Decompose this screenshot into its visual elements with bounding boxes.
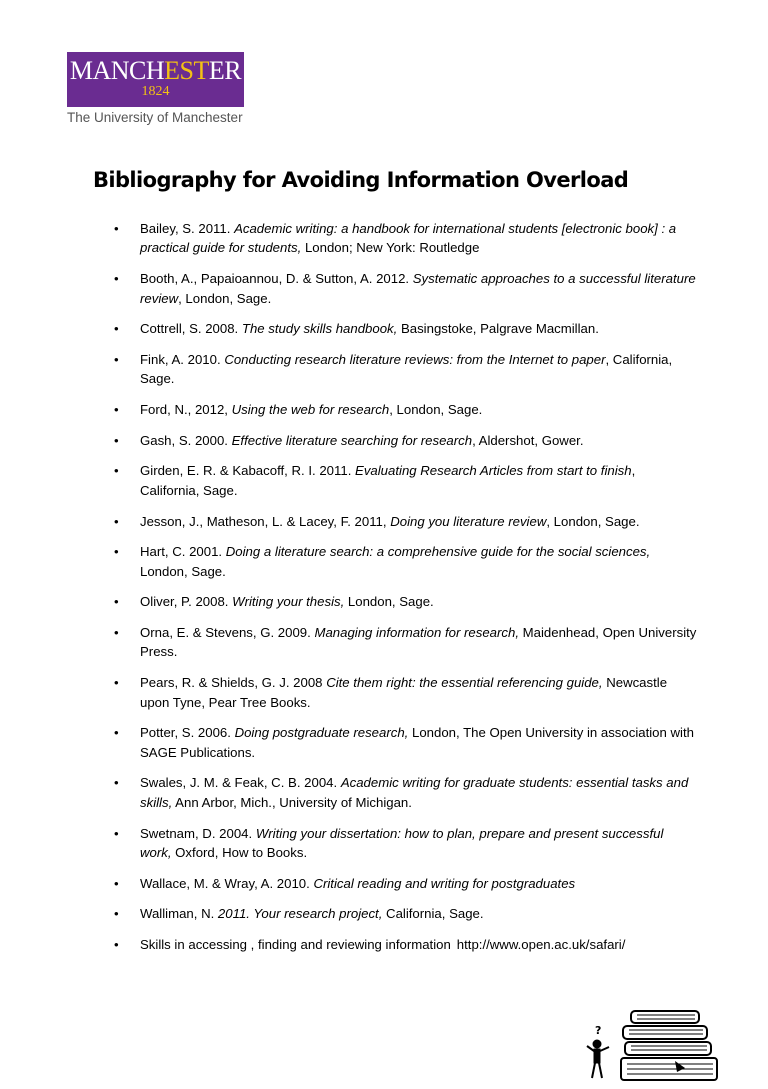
page-title: Bibliography for Avoiding Information Overload <box>93 168 629 192</box>
list-item: • Hart, C. 2001. Doing a literature search: a comprehensive guide for the social sciences, London, Sage. <box>108 542 698 581</box>
logo-name-highlight: EST <box>164 56 209 85</box>
list-item: • Cottrell, S. 2008. The study skills handbook, Basingstoke, Palgrave Macmillan. <box>108 319 698 338</box>
list-item: • Swetnam, D. 2004. Writing your dissertation: how to plan, prepare and present successful work, Oxford, How to Books. <box>108 824 698 863</box>
list-item: • Potter, S. 2006. Doing postgraduate research, London, The Open University in association with SAGE Publications. <box>108 723 698 762</box>
logo-year: 1824 <box>141 84 170 99</box>
list-item: • Orna, E. & Stevens, G. 2009. Managing information for research, Maidenhead, Open University Press. <box>108 623 698 662</box>
list-item: • Bailey, S. 2011. Academic writing: a handbook for international students [electronic book] : a practical guide for students, London; New York: Routledge <box>108 219 698 258</box>
logo-badge <box>67 52 244 107</box>
svg-text:?: ? <box>595 1024 602 1037</box>
list-item: • Swales, J. M. & Feak, C. B. 2004. Academic writing for graduate students: essential tasks and skills, Ann Arbor, Mich., University of Michigan. <box>108 773 698 812</box>
bibliography-list <box>108 219 698 966</box>
list-item: • Skills in accessing , finding and reviewing information http://www.open.ac.uk/safari/ <box>108 935 698 954</box>
list-item: • Fink, A. 2010. Conducting research literature reviews: from the Internet to paper, California, Sage. <box>108 350 698 389</box>
list-item: • Oliver, P. 2008. Writing your thesis, London, Sage. <box>108 592 698 611</box>
list-item: • Girden, E. R. & Kabacoff, R. I. 2011. Evaluating Research Articles from start to finish, California, Sage. <box>108 461 698 500</box>
list-item: • Wallace, M. & Wray, A. 2010. Critical reading and writing for postgraduates <box>108 874 698 893</box>
list-item: • Walliman, N. 2011. Your research project, California, Sage. <box>108 904 698 923</box>
university-logo <box>67 52 244 125</box>
logo-name-part: MANCH <box>69 56 165 85</box>
list-item: • Gash, S. 2000. Effective literature searching for research, Aldershot, Gower. <box>108 431 698 450</box>
stack-of-books-icon <box>585 1006 725 1084</box>
safari-link[interactable]: http://www.open.ac.uk/safari/ <box>456 937 626 953</box>
list-item: • Ford, N., 2012, Using the web for research, London, Sage. <box>108 400 698 419</box>
logo-wordmark <box>67 58 244 84</box>
logo-name-part: ER <box>208 56 242 85</box>
logo-subtitle: The University of Manchester <box>67 110 243 125</box>
list-item: • Jesson, J., Matheson, L. & Lacey, F. 2011, Doing you literature review, London, Sage. <box>108 512 698 531</box>
list-item: • Booth, A., Papaioannou, D. & Sutton, A. 2012. Systematic approaches to a successful literature review, London, Sage. <box>108 269 698 308</box>
list-item: • Pears, R. & Shields, G. J. 2008 Cite them right: the essential referencing guide, Newcastle upon Tyne, Pear Tree Books. <box>108 673 698 712</box>
books-clipart <box>585 1006 725 1089</box>
